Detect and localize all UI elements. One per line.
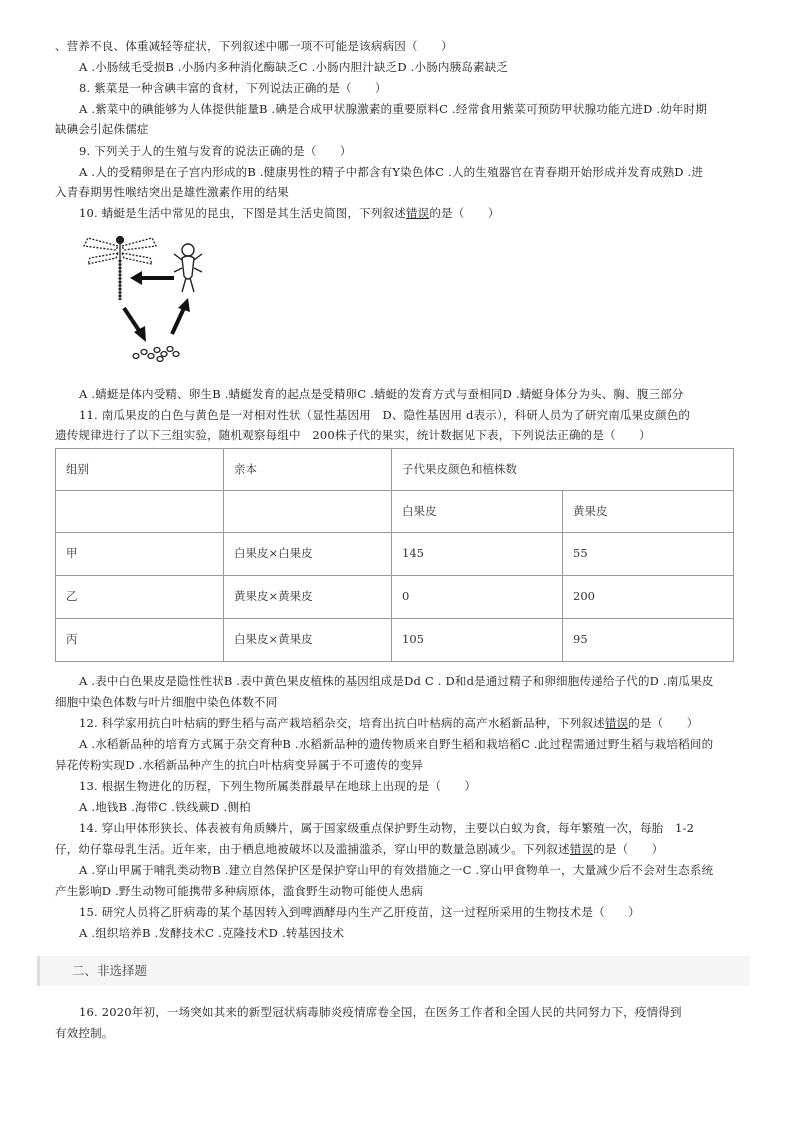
q8-options-2: 缺碘会引起侏儒症 bbox=[55, 122, 149, 136]
q9-stem: 9. 下列关于人的生殖与发育的说法正确的是（ ） bbox=[79, 144, 352, 158]
adult-dragonfly-icon bbox=[84, 237, 156, 301]
q14-options-1: A .穿山甲属于哺乳类动物B .建立自然保护区是保护穿山甲的有效措施之一C .穿山甲食物单一，大量减少后不会对生态系统 bbox=[79, 863, 714, 877]
cell-parent: 黄果皮×黄果皮 bbox=[224, 576, 392, 619]
q12-stem bbox=[55, 715, 745, 732]
q10-underline: 错误 bbox=[405, 206, 430, 220]
q9-options-1: A .人的受精卵是在子宫内形成的B .健康男性的精子中都含有Y染色体C .人的生殖器官在青春期开始形成并发育成熟D .进 bbox=[79, 165, 704, 179]
header-white: 白果皮 bbox=[392, 491, 563, 533]
q9-options-2: 入青春期男性喉结突出是雄性激素作用的结果 bbox=[55, 185, 289, 199]
cell-group: 乙 bbox=[56, 576, 224, 619]
q11-stem-1: 11. 南瓜果皮的白色与黄色是一对相对性状（显性基因用 D、隐性基因用 d表示），科研人员为了研究南瓜果皮颜色的 bbox=[79, 408, 691, 422]
q7-options: A .小肠绒毛受损B .小肠内多种消化酶缺乏C .小肠内胆汁缺乏D .小肠内胰岛素缺乏 bbox=[79, 60, 509, 74]
q12-options-1: A .水稻新品种的培育方式属于杂交育种B .水稻新品种的遗传物质来自野生稻和栽培稻C .此过程需通过野生稻与栽培稻间的 bbox=[79, 737, 714, 751]
cell-group: 甲 bbox=[56, 533, 224, 576]
q14-stem-pre: 仔，幼仔靠母乳生活。近年来，由于栖息地被破坏以及滥捕滥杀，穿山甲的数量急剧减少。下列叙述 bbox=[55, 842, 570, 856]
q14-stem-2 bbox=[55, 841, 745, 858]
cell-yellow: 95 bbox=[563, 619, 734, 662]
q12-stem-post: 的是（ ） bbox=[628, 716, 699, 730]
q11-stem-2: 遗传规律进行了以下三组实验，随机观察每组中 200株子代的果实，统计数据见下表，下列说法正确的是（ ） bbox=[55, 428, 651, 442]
q14-stem-1: 14. 穿山甲体形狭长、体表被有角质鳞片，属于国家级重点保护野生动物，主要以白蚁为食，每年繁殖一次，每胎 1-2 bbox=[79, 821, 695, 835]
q10-stem bbox=[55, 205, 745, 222]
table-row bbox=[56, 533, 734, 576]
table-header-row bbox=[56, 449, 734, 491]
q12-stem-pre: 12. 科学家用抗白叶枯病的野生稻与高产栽培稻杂交，培育出抗白叶枯病的高产水稻新品种，下列叙述 bbox=[79, 716, 605, 730]
header-offspring: 子代果皮颜色和植株数 bbox=[392, 449, 734, 491]
cell-white: 105 bbox=[392, 619, 563, 662]
q13-stem: 13. 根据生物进化的历程，下列生物所属类群最早在地球上出现的是（ ） bbox=[79, 779, 477, 793]
q16-stem-2: 有效控制。 bbox=[55, 1026, 114, 1040]
q12-options-2: 异花传粉实现D .水稻新品种产生的抗白叶枯病变异属于不可遗传的变异 bbox=[55, 758, 424, 772]
q10-stem-pre: 10. 蜻蜓是生活中常见的昆虫，下图是其生活史简图，下列叙述 bbox=[79, 206, 406, 220]
q11-options-1: A .表中白色果皮是隐性性状B .表中黄色果皮植株的基因组成是Dd C . D和d是通过精子和卵细胞传递给子代的D .南瓜果皮 bbox=[79, 674, 714, 688]
header-yellow: 黄果皮 bbox=[563, 491, 734, 533]
q15-stem: 15. 研究人员将乙肝病毒的某个基因转入到啤酒酵母内生产乙肝疫苗，这一过程所采用的生物技术是（ ） bbox=[79, 905, 640, 919]
arrow-nymph-to-adult-icon bbox=[130, 271, 174, 285]
table-row bbox=[56, 619, 734, 662]
q13-options: A .地钱B .海带C .铁线蕨D .侧柏 bbox=[79, 800, 251, 814]
q16-stem-1: 16. 2020年初，一场突如其来的新型冠状病毒肺炎疫情席卷全国，在医务工作者和全国人民的共同努力下，疫情得到 bbox=[79, 1005, 682, 1019]
section-header bbox=[37, 956, 750, 986]
cell-parent: 白果皮×黄果皮 bbox=[224, 619, 392, 662]
q14-options-2: 产生影响D .野生动物可能携带多种病原体，滥食野生动物可能使人患病 bbox=[55, 884, 424, 898]
dragonfly-lifecycle-figure bbox=[78, 228, 228, 368]
q15-options: A .组织培养B .发酵技术C .克隆技术D .转基因技术 bbox=[79, 926, 345, 940]
table-subheader-row bbox=[56, 491, 734, 533]
q10-options: A .蜻蜓是体内受精、卵生B .蜻蜓发育的起点是受精卵C .蜻蜓的发育方式与蚕相同D .蜻蜓身体分为头、胸、腹三部分 bbox=[79, 387, 684, 401]
q14-stem-post: 的是（ ） bbox=[593, 842, 664, 856]
cross-experiment-table bbox=[55, 448, 734, 662]
cell-parent: 白果皮×白果皮 bbox=[224, 533, 392, 576]
header-parent: 亲本 bbox=[224, 449, 392, 491]
table-row bbox=[56, 576, 734, 619]
cell-yellow: 200 bbox=[563, 576, 734, 619]
section-title: 二、非选择题 bbox=[72, 963, 148, 978]
q11-options-2: 细胞中染色体数与叶片细胞中染色体数不同 bbox=[55, 695, 278, 709]
cell-white: 0 bbox=[392, 576, 563, 619]
header-group: 组别 bbox=[56, 449, 224, 491]
cell-group: 丙 bbox=[56, 619, 224, 662]
q14-underline: 错误 bbox=[569, 842, 594, 856]
arrow-eggs-to-nymph-icon bbox=[172, 298, 190, 334]
cell-white: 145 bbox=[392, 533, 563, 576]
q12-underline: 错误 bbox=[604, 716, 629, 730]
q7-stem-tail: 、营养不良、体重减轻等症状，下列叙述中哪一项不可能是该病病因（ ） bbox=[55, 39, 453, 53]
cell-yellow: 55 bbox=[563, 533, 734, 576]
arrow-adult-to-eggs-icon bbox=[124, 308, 146, 342]
q8-options-1: A .紫菜中的碘能够为人体提供能量B .碘是合成甲状腺激素的重要原料C .经常食用紫菜可预防甲状腺功能亢进D .幼年时期 bbox=[79, 102, 708, 116]
q10-stem-post: 的是（ ） bbox=[429, 206, 500, 220]
nymph-icon bbox=[174, 244, 202, 292]
q8-stem: 8. 紫菜是一种含碘丰富的食材，下列说法正确的是（ ） bbox=[79, 81, 387, 95]
eggs-icon bbox=[133, 347, 179, 362]
